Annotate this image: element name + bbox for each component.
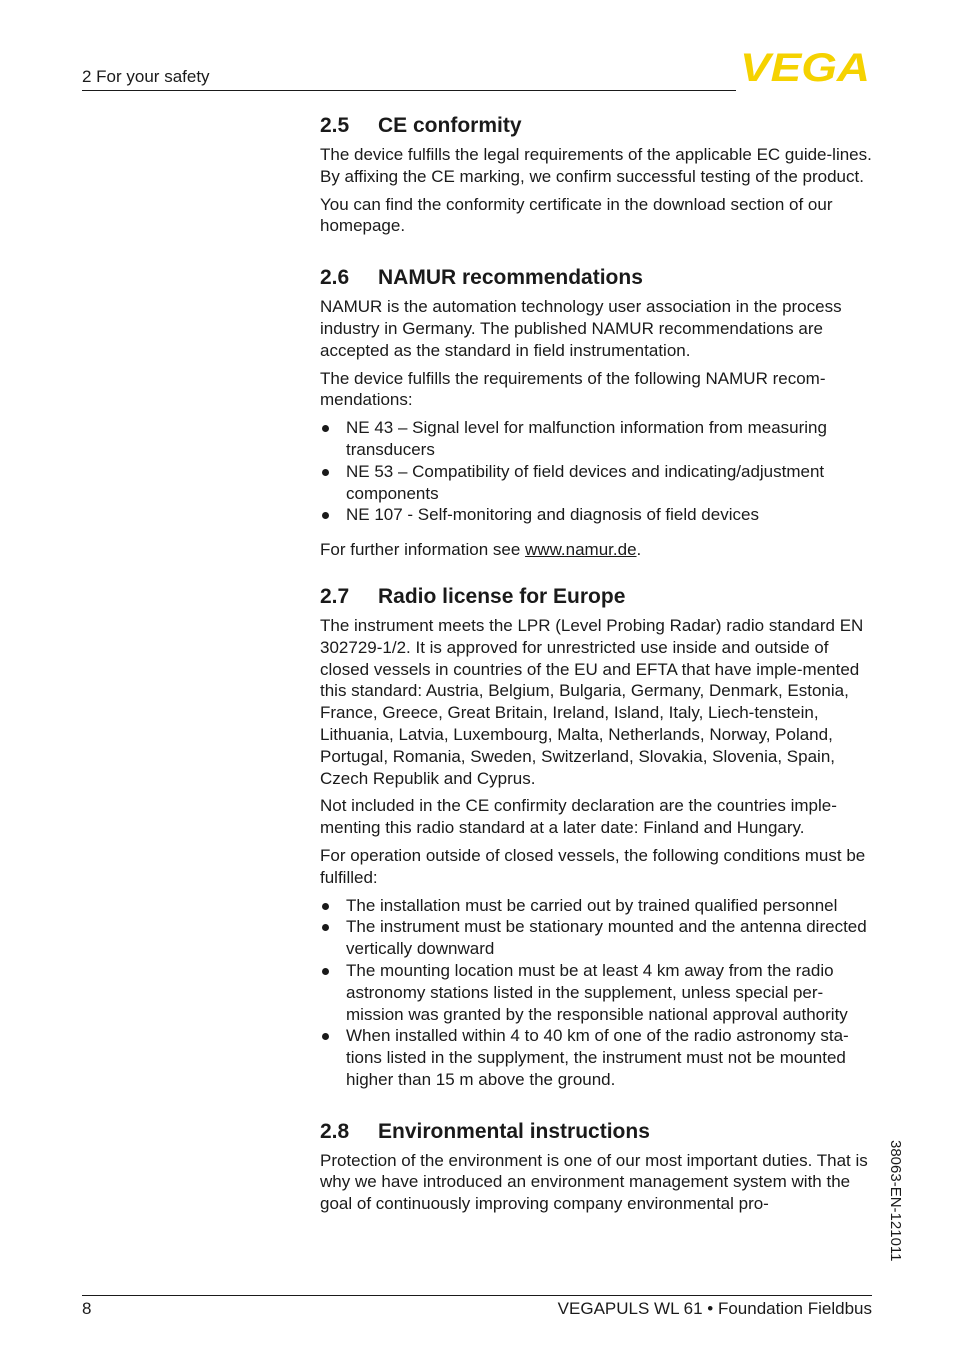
header-rule [82,90,736,91]
paragraph: The device fulfills the requirements of the following NAMUR recom-mendations: [320,368,826,410]
list-item: NE 43 – Signal level for malfunction information from measuring transducers [320,417,876,461]
section-heading [320,112,876,140]
list-item: The instrument must be stationary mounted and the antenna directed vertically downward [320,916,876,960]
footer-rule [82,1295,872,1296]
section-heading [320,1118,876,1146]
section-title: Environmental instructions [378,1119,650,1143]
section-number: 2.5 [320,114,350,137]
document-code: 38063-EN-121011 [887,1140,904,1262]
list-item: When installed within 4 to 40 km of one of the radio astronomy sta-tions listed in the supplyment, the instrument must not be mounted higher than 15 m above the ground. [320,1025,876,1090]
namur-list [320,417,876,526]
section-number: 2.8 [320,1119,350,1143]
section-namur [320,264,876,561]
paragraph: The instrument meets the LPR (Level Probing Radar) radio standard EN 302729-1/2. It is approved for unrestricted use inside and outside of closed vessels in countries of the EU and EFTA that have imple-mented this standard: Austria, Belgium, Bulgaria, Germany, Denmark, Estonia, France, Greece, Great Britain, Ireland, Island, Italy, Liech-tenstein, Lithuania, Latvia, Luxembourg, Malta, Netherlands, Norway, Poland, Portugal, Romania, Sweden, Switzerland, Slovakia, Slovenia, Spain, Czech Republik and Cyprus. [320,615,864,788]
main-content [320,112,876,1215]
paragraph: NAMUR is the automation technology user association in the process industry in Germany. The published NAMUR recommendations are accepted as the standard in field instrumentation. [320,297,842,360]
vega-logo [740,50,872,84]
list-item: NE 107 - Self-monitoring and diagnosis of field devices [320,504,876,526]
list-item: The installation must be carried out by trained qualified personnel [320,895,876,917]
section-heading [320,264,876,292]
section-environmental [320,1118,876,1215]
section-number: 2.6 [320,266,350,290]
section-number: 2.7 [320,584,350,608]
paragraph: You can find the conformity certificate in the download section of our homepage. [320,194,833,236]
further-info-text: For further information see [320,540,526,560]
further-info [320,539,876,561]
page-number: 8 [82,1299,92,1318]
list-item: NE 53 – Compatibility of field devices and indicating/adjustment components [320,461,876,505]
footer-title: VEGAPULS WL 61 • Foundation Fieldbus [557,1299,872,1318]
section-title: Radio license for Europe [378,584,626,608]
section-ce-conformity [320,112,876,237]
namur-link[interactable]: www.namur.de [525,540,637,560]
section-heading [320,583,876,611]
conditions-list [320,895,876,1091]
running-header: 2 For your safety [82,67,210,86]
section-title: NAMUR recommendations [378,266,643,290]
paragraph: For operation outside of closed vessels, the following conditions must be fulfilled: [320,845,866,887]
list-item: The mounting location must be at least 4 km away from the radio astronomy stations listed in the supplement, unless special per-mission was granted by the responsible national approval authority [320,960,876,1025]
logo-text: VEGA [740,50,870,84]
section-radio-license [320,583,876,1091]
paragraph: Not included in the CE confirmity declaration are the countries imple-menting this radio standard at a later date: Finland and Hungary. [320,796,837,838]
further-info-suffix: . [636,540,642,560]
section-title: CE conformity [378,114,522,137]
paragraph: The device fulfills the legal requirements of the applicable EC guide-lines. By affixing the CE marking, we confirm successful testing of the product. [320,145,872,186]
paragraph: Protection of the environment is one of our most important duties. That is why we have introduced an environment management system with the goal of continuously improving company environmental pro- [320,1150,868,1214]
